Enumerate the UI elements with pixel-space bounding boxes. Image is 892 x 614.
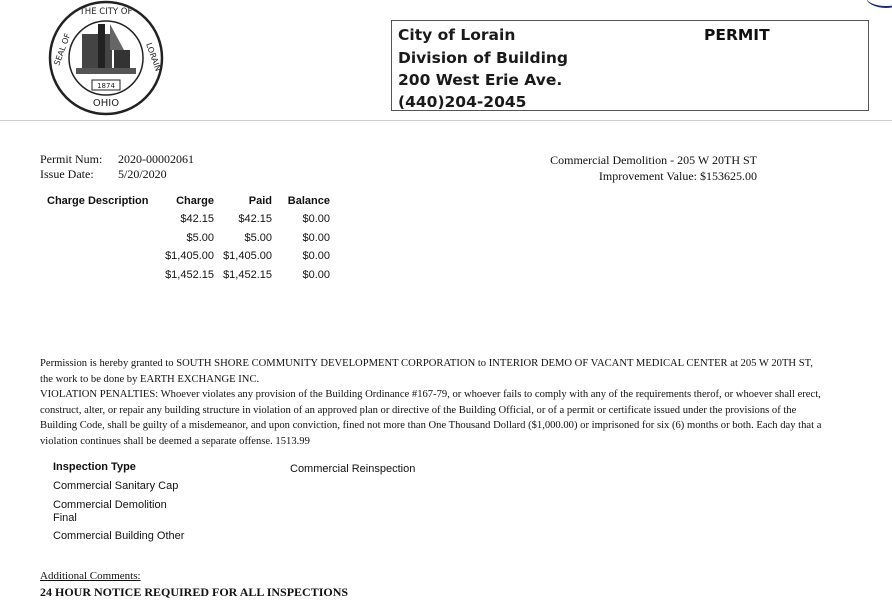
svg-text:THE CITY OF: THE CITY OF <box>79 7 133 17</box>
additional-comments-text: 24 HOUR NOTICE REQUIRED FOR ALL INSPECTIONS <box>40 585 349 599</box>
inspection-item: Commercial Reinspection <box>290 463 416 475</box>
charge-cell: $5.00 <box>186 232 214 244</box>
header-box <box>391 20 869 111</box>
permit-description: Commercial Demolition - 205 W 20TH ST <box>550 153 757 167</box>
issue-date-label: Issue Date: <box>40 167 94 181</box>
paid-cell: $5.00 <box>244 232 272 244</box>
header-city: City of Lorain <box>398 26 516 44</box>
violation-line: Building Code, shall be guilty of a misdemeanor, and upon conviction, fined not more than One Thousand Dollard ($1,000.00) or imprisoned for six (6) months or both. Each day that a <box>40 420 822 432</box>
inspection-item: Commercial Demolition <box>53 499 167 511</box>
permission-line: Permission is hereby granted to SOUTH SHORE COMMUNITY DEVELOPMENT CORPORATION to INTERIOR DEMO OF VACANT MEDICAL CENTER at 205 W 20TH ST, <box>40 358 813 369</box>
violation-line: VIOLATION PENALTIES: Whoever violates any provision of the Building Ordinance #167-79, or whoever fails to comply with any of the requirements therof, or whoever shall erect, <box>40 389 821 401</box>
inspection-type-header: Inspection Type <box>53 461 136 473</box>
svg-text:OHIO: OHIO <box>92 98 120 109</box>
paid-cell: $42.15 <box>238 213 272 225</box>
paid-cell: $1,452.15 <box>223 269 272 281</box>
balance-header: Balance <box>287 195 330 207</box>
charge-cell: $1,405.00 <box>165 250 214 262</box>
balance-cell: $0.00 <box>302 213 330 225</box>
paid-header: Paid <box>248 195 272 207</box>
violation-line: construct, alter, or repair any building structure in violation of an approved plan or directive of the Building Official, or of a permit or certificate issued under the provisions of the <box>40 404 797 416</box>
improvement-value: Improvement Value: $153625.00 <box>598 169 757 183</box>
additional-comments-label: Additional Comments: <box>40 570 141 582</box>
permit-num-value: 2020-00002061 <box>118 152 194 166</box>
header-divider <box>0 120 892 121</box>
charge-header: Charge <box>176 195 214 207</box>
inspection-item-continued: Final <box>53 512 77 524</box>
header-phone: (440)204-2045 <box>398 93 527 111</box>
inspection-item: Commercial Sanitary Cap <box>53 480 179 492</box>
paid-cell: $1,405.00 <box>223 250 272 262</box>
permit-title: PERMIT <box>704 26 770 44</box>
permission-text <box>40 356 870 450</box>
svg-text:SEAL OF: SEAL OF <box>52 32 73 67</box>
svg-text:1874: 1874 <box>97 82 115 90</box>
corner-mark <box>866 0 892 8</box>
header-address: 200 West Erie Ave. <box>398 71 563 89</box>
inspection-item: Commercial Building Other <box>53 530 185 542</box>
issue-date-value: 5/20/2020 <box>118 167 167 181</box>
balance-cell: $0.00 <box>302 269 330 281</box>
balance-cell: $0.00 <box>302 250 330 262</box>
permit-num-label: Permit Num: <box>40 152 103 166</box>
violation-line: violation continues shall be deemed a separate offense. 1513.99 <box>40 435 310 447</box>
svg-text:LORAIN: LORAIN <box>144 41 163 73</box>
charge-cell: $1,452.15 <box>165 269 214 281</box>
balance-cell: $0.00 <box>302 232 330 244</box>
charge-description-header: Charge Description <box>47 195 149 207</box>
charge-cell: $42.15 <box>180 213 214 225</box>
permission-line: the work to be done by EARTH EXCHANGE INC. <box>40 373 260 385</box>
city-seal <box>46 0 166 120</box>
header-division: Division of Building <box>398 49 569 67</box>
